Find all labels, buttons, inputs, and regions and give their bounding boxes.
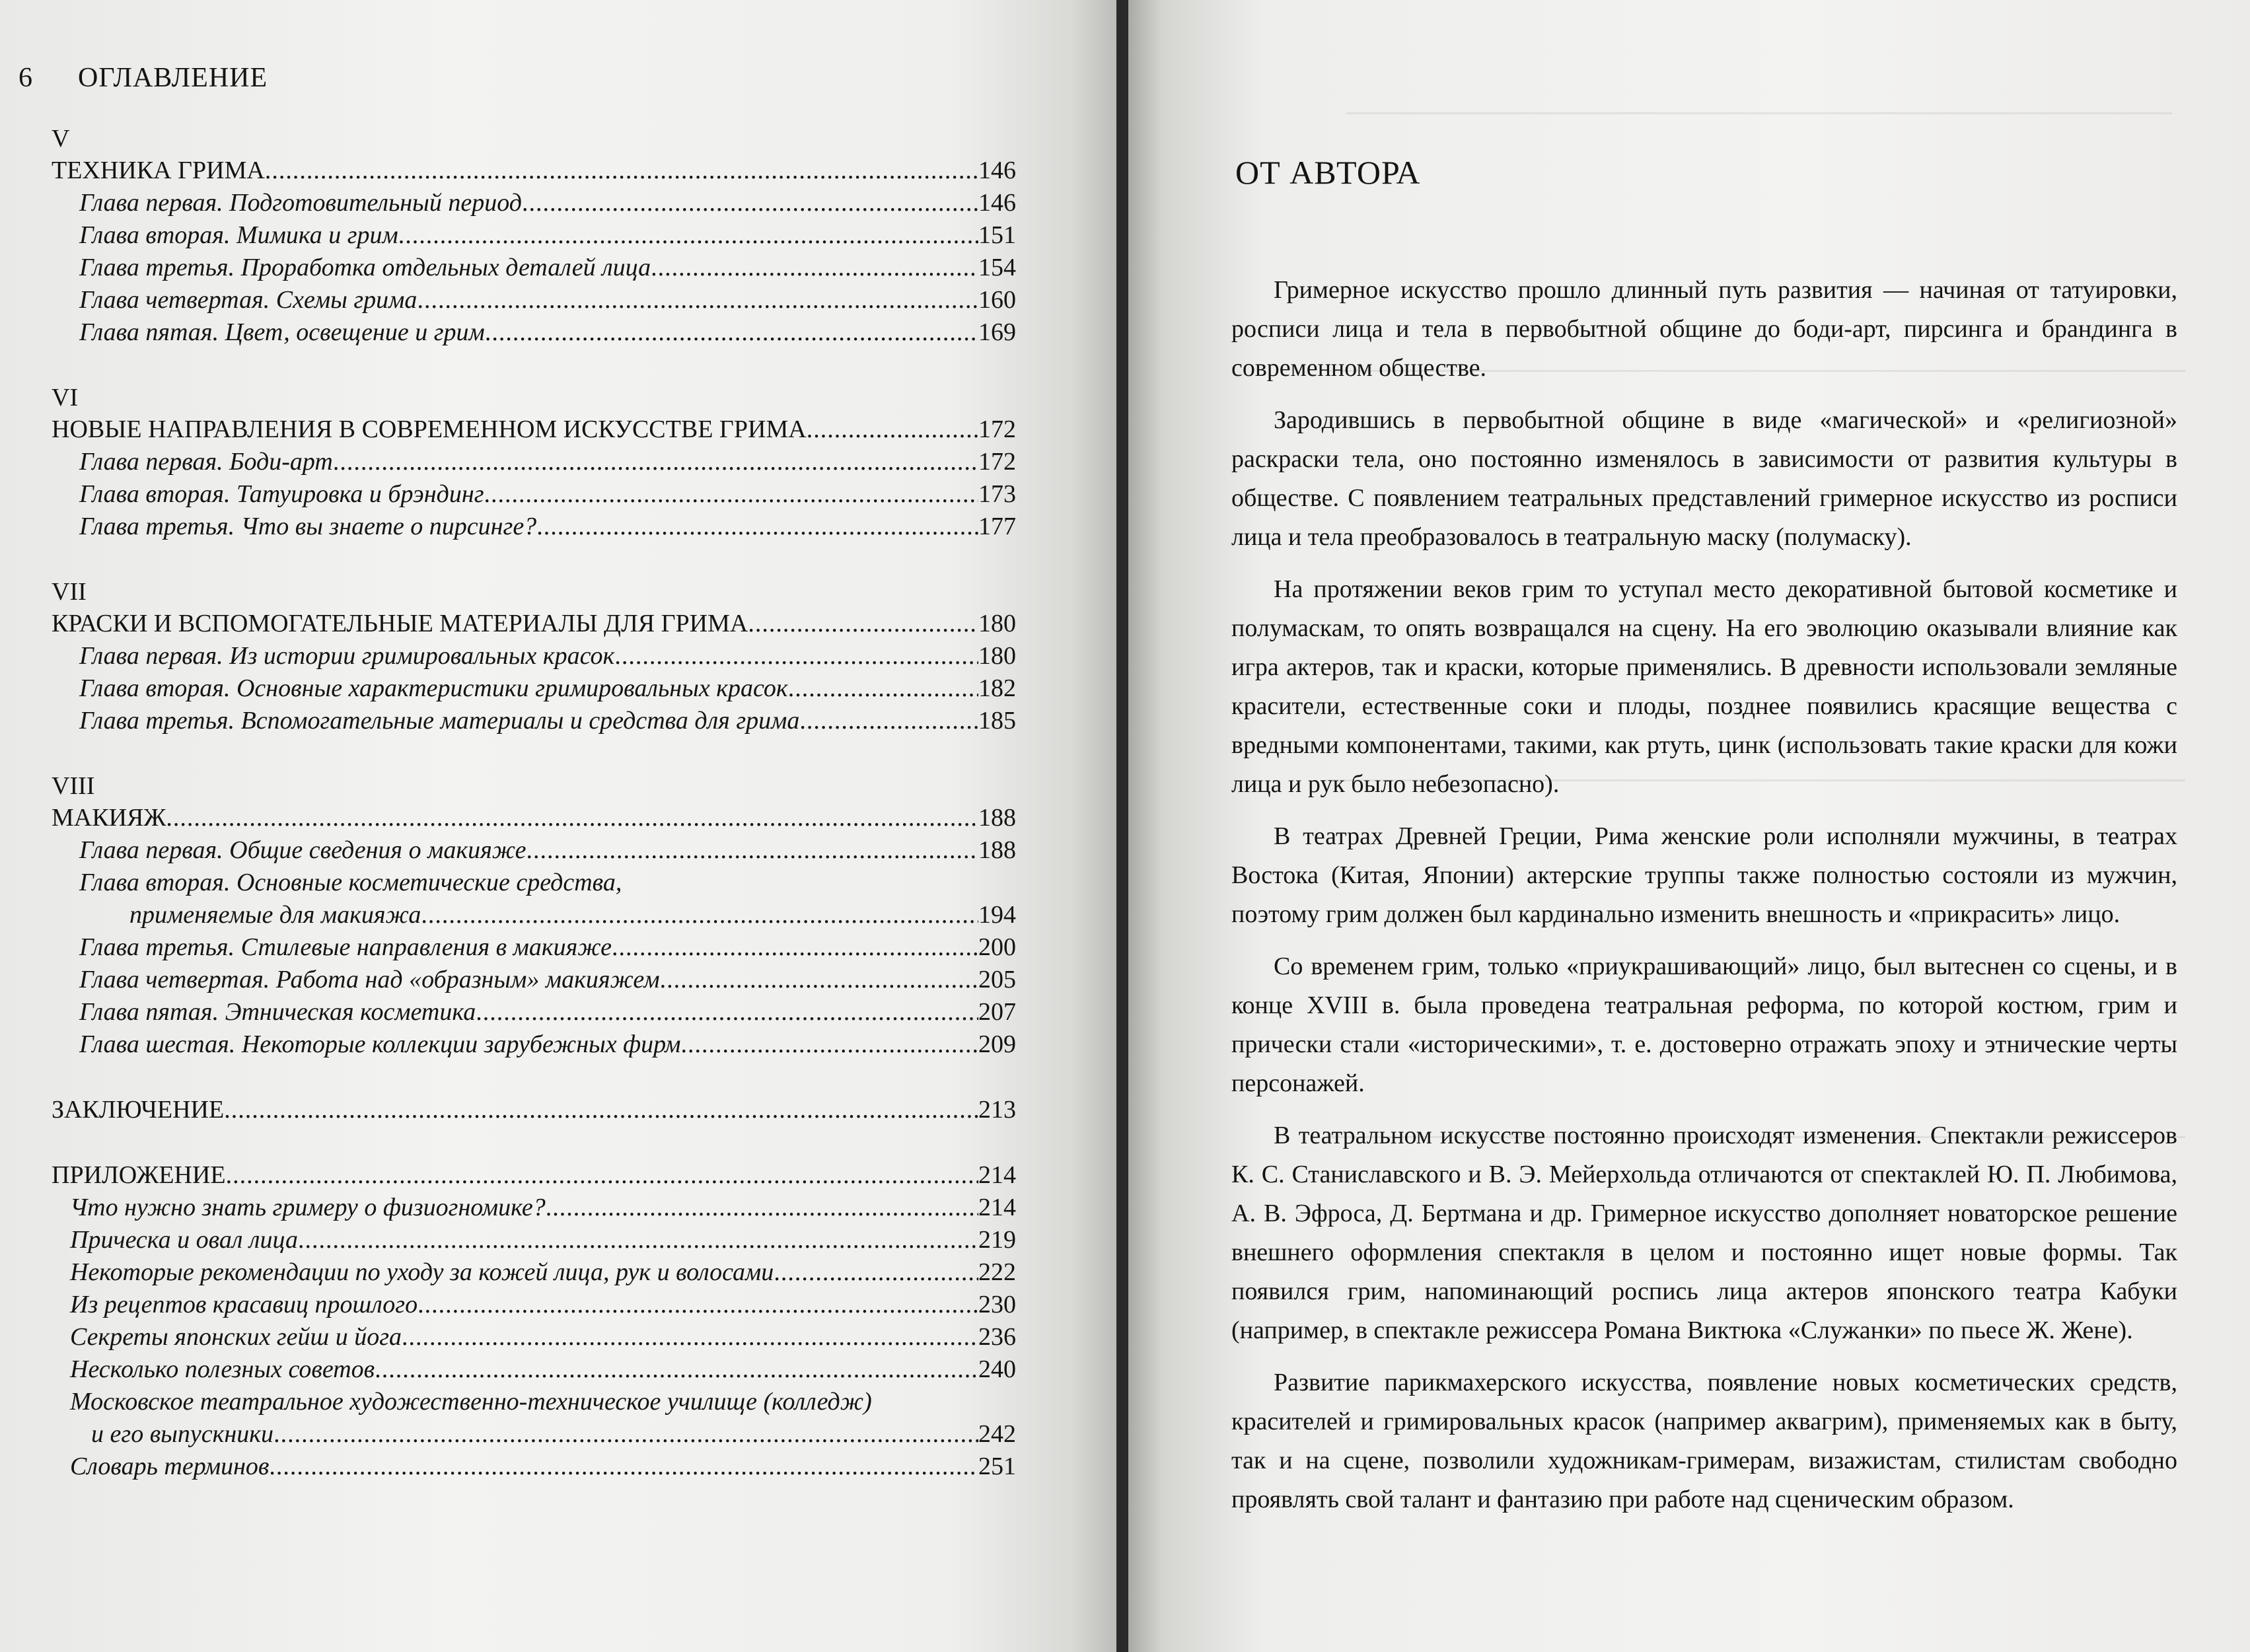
toc-page-number: 172 bbox=[978, 448, 1016, 476]
toc-part-entry bbox=[52, 1094, 1016, 1126]
toc-entry-label: Глава третья. Стилевые направления в макияже bbox=[79, 933, 612, 961]
toc-leader-dots bbox=[269, 1451, 978, 1483]
toc-leader-dots bbox=[417, 284, 978, 316]
toc-entry-label: Прическа и овал лица bbox=[70, 1226, 298, 1254]
toc-chapter-entry bbox=[52, 1192, 1016, 1224]
toc-part-entry bbox=[52, 155, 1016, 187]
toc-leader-dots bbox=[774, 1256, 978, 1289]
toc-entry-label: Глава вторая. Основные характеристики гримировальных красок bbox=[79, 674, 788, 702]
toc-part-entry bbox=[52, 1159, 1016, 1192]
page-number: 6 bbox=[18, 63, 33, 93]
toc-leader-dots bbox=[651, 252, 978, 284]
toc-entry-label: Несколько полезных советов bbox=[70, 1355, 375, 1383]
toc-entry-line: Московское театральное художественно-техническое училище (колледж) bbox=[70, 1388, 872, 1416]
toc-section bbox=[52, 1159, 1016, 1483]
toc-page-number: 214 bbox=[978, 1161, 1016, 1189]
toc-page-number: 173 bbox=[978, 480, 1016, 508]
toc-entry-label: ЗАКЛЮЧЕНИЕ bbox=[52, 1096, 225, 1124]
toc-leader-dots bbox=[375, 1353, 978, 1386]
toc-leader-dots bbox=[526, 834, 979, 867]
toc-entry-label: Словарь терминов bbox=[70, 1453, 270, 1480]
toc-page-number: 236 bbox=[978, 1323, 1016, 1351]
toc-page-number: 188 bbox=[978, 836, 1016, 864]
toc-entry-label: Глава шестая. Некоторые коллекции зарубежных фирм bbox=[79, 1030, 681, 1058]
toc-page-number: 230 bbox=[978, 1291, 1016, 1318]
book-spine bbox=[1116, 0, 1128, 1652]
toc-leader-dots bbox=[748, 608, 978, 640]
article-paragraph: В театрах Древней Греции, Рима женские роли исполняли мужчины, в театрах Востока (Китая, Японии) актерские труппы также полностью состояли из мужчин, поэтому грим должен был кардинально изменить внешность и «прикрасить» лицо. bbox=[1231, 822, 2177, 928]
toc-entry-label: Глава первая. Из истории гримировальных красок bbox=[79, 642, 615, 670]
toc-chapter-entry bbox=[52, 187, 1016, 219]
toc-chapter-entry bbox=[52, 511, 1016, 543]
toc-leader-dots bbox=[807, 413, 978, 446]
toc-entry-label: Глава третья. Проработка отдельных деталей лица bbox=[79, 254, 651, 281]
toc-leader-dots bbox=[485, 316, 978, 349]
article-paragraph: На протяжении веков грим то уступал место декоративной бытовой косметике и полумаскам, то опять возвращался на сцену. На его эволюцию оказывали влияние как игра актеров, так и краски, которые применялись. В древности использовали земляные красители, естественные соки и плоды, позднее появились красящие вещества с вредными компонентами, такими, как ртуть, цинк (использовать такие краски для кожи лица и рук было небезопасно). bbox=[1231, 575, 2177, 798]
toc-part-entry bbox=[52, 413, 1016, 446]
toc-page-number: 222 bbox=[978, 1258, 1016, 1286]
toc-leader-dots bbox=[298, 1224, 978, 1256]
toc-section bbox=[52, 382, 1016, 543]
toc-leader-dots bbox=[660, 964, 978, 996]
toc-chapter-entry bbox=[52, 446, 1016, 478]
toc-entry-label: Глава четвертая. Работа над «образным» макияжем bbox=[79, 966, 660, 993]
toc-chapter-entry bbox=[52, 252, 1016, 284]
toc-entry-label: Глава вторая. Мимика и грим bbox=[79, 221, 398, 249]
section-numeral: VII bbox=[52, 578, 87, 606]
toc-section bbox=[52, 576, 1016, 737]
toc-entry-label: Глава первая. Общие сведения о макияже bbox=[79, 836, 526, 864]
toc-chapter-entry bbox=[52, 931, 1016, 964]
toc-leader-dots bbox=[166, 802, 978, 834]
toc-leader-dots bbox=[614, 640, 978, 672]
toc-entry-label: Глава первая. Подготовительный период bbox=[79, 189, 522, 217]
toc-chapter-entry bbox=[52, 284, 1016, 316]
left-page bbox=[0, 0, 1116, 1652]
toc-entry-label: Секреты японских гейш и йога bbox=[70, 1323, 402, 1351]
toc-entry-label: МАКИЯЖ bbox=[52, 804, 166, 832]
toc-leader-dots bbox=[522, 187, 978, 219]
running-title: ОГЛАВЛЕНИЕ bbox=[78, 63, 268, 93]
toc-entry-line: Глава вторая. Основные косметические средства, bbox=[79, 869, 622, 896]
toc-page-number: 219 bbox=[978, 1226, 1016, 1254]
article-paragraph: Гримерное искусство прошло длинный путь развития — начиная от татуировки, росписи лица и тела в первобытной общине до боди-арт, пирсинга и брандинга в современном обществе. bbox=[1231, 276, 2177, 382]
toc-page-number: 194 bbox=[978, 901, 1016, 929]
toc-page-number: 242 bbox=[978, 1420, 1016, 1448]
toc-chapter-entry bbox=[52, 964, 1016, 996]
toc-leader-dots bbox=[681, 1028, 979, 1061]
toc-entry-label: и его выпускники bbox=[91, 1420, 274, 1448]
toc-chapter-entry bbox=[52, 1289, 1016, 1321]
toc-chapter-entry bbox=[52, 834, 1016, 867]
toc-entry-label: применяемые для макияжа bbox=[129, 901, 421, 929]
toc-part-entry bbox=[52, 802, 1016, 834]
section-numeral: V bbox=[52, 125, 70, 153]
toc-chapter-entry bbox=[52, 705, 1016, 737]
toc-chapter-entry bbox=[52, 640, 1016, 672]
toc-chapter-entry bbox=[52, 1451, 1016, 1483]
toc-page-number: 172 bbox=[978, 415, 1016, 443]
toc-chapter-entry bbox=[52, 1256, 1016, 1289]
toc-entry-label: Глава первая. Боди-арт bbox=[79, 448, 333, 476]
table-of-contents bbox=[52, 123, 1016, 1516]
toc-page-number: 251 bbox=[978, 1453, 1016, 1480]
bleed-through-line bbox=[1346, 112, 2172, 114]
toc-entry-label: НОВЫЕ НАПРАВЛЕНИЯ В СОВРЕМЕННОМ ИСКУССТВЕ ГРИМА bbox=[52, 415, 807, 443]
toc-leader-dots bbox=[398, 219, 978, 252]
toc-section bbox=[52, 1094, 1016, 1126]
running-header bbox=[18, 62, 268, 94]
toc-page-number: 214 bbox=[978, 1194, 1016, 1221]
toc-chapter-entry bbox=[52, 316, 1016, 349]
toc-page-number: 151 bbox=[978, 221, 1016, 249]
toc-entry-label: Глава пятая. Цвет, освещение и грим bbox=[79, 318, 485, 346]
toc-entry-label: Глава вторая. Татуировка и брэндинг bbox=[79, 480, 484, 508]
toc-page-number: 205 bbox=[978, 966, 1016, 993]
toc-section bbox=[52, 770, 1016, 1061]
toc-chapter-entry bbox=[52, 1028, 1016, 1061]
toc-entry-label: ПРИЛОЖЕНИЕ bbox=[52, 1161, 226, 1189]
toc-leader-dots bbox=[265, 155, 978, 187]
toc-page-number: 188 bbox=[978, 804, 1016, 832]
toc-entry-label: Глава четвертая. Схемы грима bbox=[79, 286, 417, 314]
toc-chapter-entry bbox=[52, 1418, 1016, 1451]
toc-leader-dots bbox=[799, 705, 978, 737]
toc-page-number: 182 bbox=[978, 674, 1016, 702]
article-paragraph: Со временем грим, только «приукрашивающий» лицо, был вытеснен со сцены, и в конце XVIII в. была проведена театральная реформа, по которой костюм, грим и прически стали «историческими», т. е. достоверно отражать эпоху и этнические черты персонажей. bbox=[1231, 952, 2177, 1097]
section-numeral: VI bbox=[52, 384, 79, 412]
toc-leader-dots bbox=[224, 1094, 978, 1126]
toc-page-number: 240 bbox=[978, 1355, 1016, 1383]
article-title: ОТ АВТОРА bbox=[1235, 154, 1421, 191]
toc-page-number: 154 bbox=[978, 254, 1016, 281]
toc-leader-dots bbox=[484, 478, 978, 511]
toc-entry-label: Глава третья. Вспомогательные материалы и средства для грима bbox=[79, 707, 800, 735]
toc-part-entry bbox=[52, 608, 1016, 640]
section-numeral: VIII bbox=[52, 772, 95, 800]
toc-leader-dots bbox=[546, 1192, 978, 1224]
toc-page-number: 213 bbox=[978, 1096, 1016, 1124]
toc-page-number: 177 bbox=[978, 513, 1016, 540]
article-body bbox=[1231, 271, 2177, 1532]
toc-leader-dots bbox=[402, 1321, 978, 1353]
toc-entry-label: Из рецептов красавиц прошлого bbox=[70, 1291, 418, 1318]
article-paragraph: Зародившись в первобытной общине в виде «магической» и «религиозной» раскраски тела, оно постоянно изменялось в зависимости от развития культуры в обществе. С появлением театральных представлений гримерное искусство из росписи лица и тела преобразовалось в театральную маску (полумаску). bbox=[1231, 406, 2177, 551]
toc-page-number: 185 bbox=[978, 707, 1016, 735]
toc-chapter-entry bbox=[52, 1321, 1016, 1353]
toc-leader-dots bbox=[476, 996, 978, 1028]
toc-section bbox=[52, 123, 1016, 349]
toc-page-number: 169 bbox=[978, 318, 1016, 346]
toc-leader-dots bbox=[536, 511, 978, 543]
toc-leader-dots bbox=[333, 446, 978, 478]
toc-chapter-entry bbox=[52, 1224, 1016, 1256]
toc-entry-label: Что нужно знать гримеру о физиогномике? bbox=[70, 1194, 546, 1221]
toc-entry-label: Глава третья. Что вы знаете о пирсинге? bbox=[79, 513, 537, 540]
toc-chapter-entry bbox=[52, 996, 1016, 1028]
toc-leader-dots bbox=[226, 1159, 978, 1192]
article-paragraph: Развитие парикмахерского искусства, появление новых косметических средств, красителей и гримировальных красок (например аквагрим), применяемых как в быту, так и на сцене, позволили художникам-гримерам, визажистам, стилистам свободно проявлять свой талант и фантазию при работе над сценическим образом. bbox=[1231, 1369, 2177, 1513]
toc-page-number: 207 bbox=[978, 998, 1016, 1026]
toc-leader-dots bbox=[417, 1289, 978, 1321]
toc-leader-dots bbox=[421, 899, 978, 931]
toc-page-number: 209 bbox=[978, 1030, 1016, 1058]
toc-entry-label: Некоторые рекомендации по уходу за кожей лица, рук и волосами bbox=[70, 1258, 774, 1286]
toc-leader-dots bbox=[788, 672, 978, 705]
toc-chapter-entry bbox=[52, 219, 1016, 252]
toc-entry-label: Глава пятая. Этническая косметика bbox=[79, 998, 476, 1026]
toc-chapter-entry bbox=[52, 672, 1016, 705]
toc-chapter-entry bbox=[52, 899, 1016, 931]
toc-page-number: 200 bbox=[978, 933, 1016, 961]
article-paragraph: В театральном искусстве постоянно происходят изменения. Спектакли режиссеров К. С. Станиславского и В. Э. Мейерхольда отличаются от спектаклей Ю. П. Любимова, А. В. Эфроса, Д. Бертмана и др. Гримерное искусство дополняет новаторское решение внешнего оформления спектакля в целом и постоянно ищет новые формы. Так появился грим, напоминающий роспись лица актеров японского театра Кабуки (например, в спектакле режиссера Романа Виктюка «Служанки» по пьесе Ж. Жене). bbox=[1231, 1122, 2177, 1344]
toc-entry-label: КРАСКИ И ВСПОМОГАТЕЛЬНЫЕ МАТЕРИАЛЫ ДЛЯ ГРИМА bbox=[52, 610, 748, 637]
toc-leader-dots bbox=[273, 1418, 978, 1451]
toc-page-number: 180 bbox=[978, 642, 1016, 670]
toc-page-number: 160 bbox=[978, 286, 1016, 314]
toc-page-number: 146 bbox=[978, 157, 1016, 184]
toc-page-number: 180 bbox=[978, 610, 1016, 637]
toc-page-number: 146 bbox=[978, 189, 1016, 217]
toc-leader-dots bbox=[612, 931, 978, 964]
toc-chapter-entry bbox=[52, 478, 1016, 511]
toc-entry-label: ТЕХНИКА ГРИМА bbox=[52, 157, 265, 184]
toc-chapter-entry bbox=[52, 1353, 1016, 1386]
